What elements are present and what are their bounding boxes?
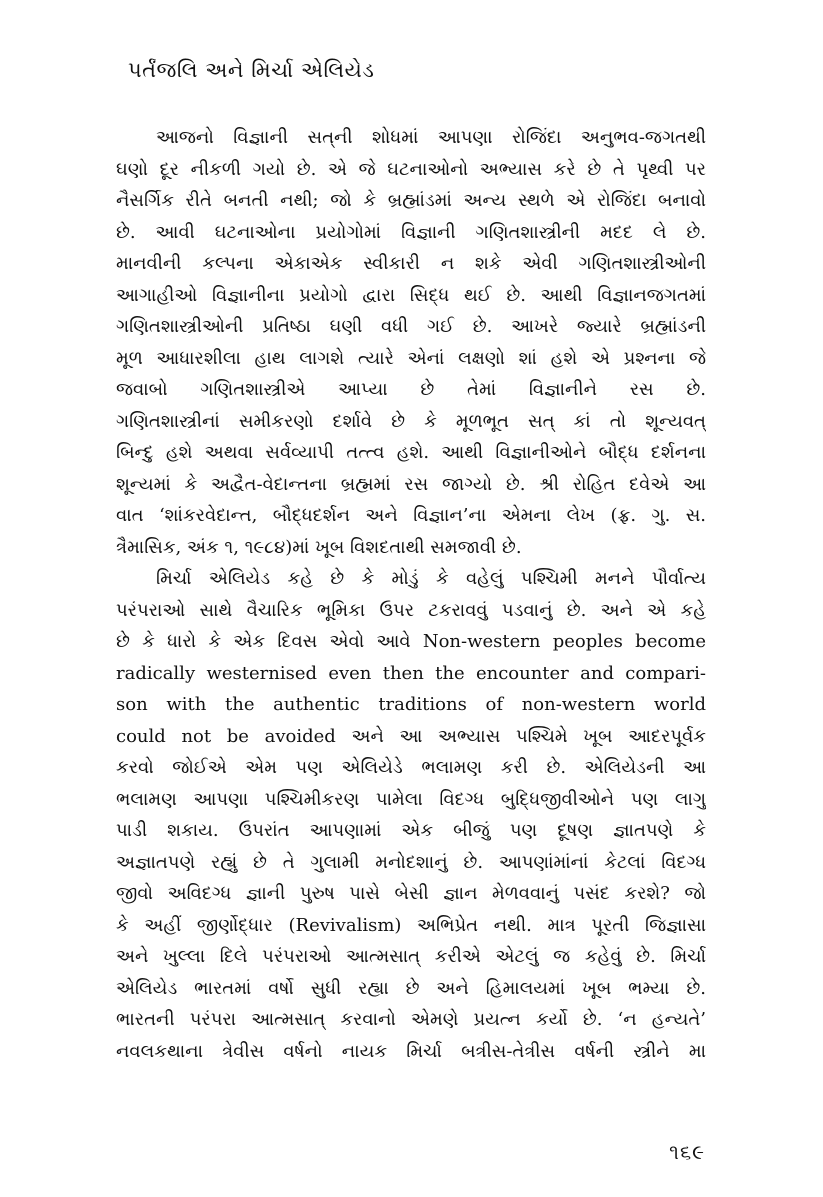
text-line: આગાહીઓ વિજ્ઞાનીના પ્રયોગો દ્વારા સિદ્ધ થઈ છે. આથી વિજ્ઞાનજગતમાં xyxy=(116,284,706,306)
body-text xyxy=(116,122,706,1067)
text-line: આજનો વિજ્ઞાની સત્‌ની શોધમાં આપણા રોજિંદા અનુભવ-જગતથી xyxy=(156,127,706,148)
running-head: પર્તંજલિ અને મિર્ચા એલિયેડ xyxy=(128,58,375,82)
text-line: ગણિતશાસ્ત્રીનાં સમીકરણો દર્શાવે છે કે મૂળભૂત સત્‌ કાં તો શૂન્યવત્‌ xyxy=(116,410,706,432)
text-line: માનવીની કલ્પના એકાએક સ્વીકારી ન શકે એવી ગણિતશાસ્ત્રીઓની xyxy=(116,253,706,274)
text-line: કે અહીં જીર્ણોદ્ધાર (Revivalism) અભિપ્રેત નથી. માત્ર પૂરતી જિજ્ઞાસા xyxy=(116,914,706,936)
text-line: could not be avoided અને આ અભ્યાસ પશ્ચિમે ખૂબ આદરપૂર્વક xyxy=(116,725,706,747)
text-line: ભલામણ આપણા પશ્ચિમીકરણ પામેલા વિદગ્ધ બુદ્ધિજીવીઓને પણ લાગુ xyxy=(116,788,706,810)
text-line: પરંપરાઓ સાથે વૈચારિક ભૂમિકા ઉપર ટકરાવવું પડવાનું છે. અને એ કહે xyxy=(116,599,706,621)
text-line: છે. આવી ઘટનાઓના પ્રયોગોમાં વિજ્ઞાની ગણિતશાસ્ત્રીની મદદ લે છે. xyxy=(116,221,706,243)
text-line: બિન્દુ હશે અથવા સર્વવ્યાપી તત્ત્વ હશે. આથી વિજ્ઞાનીઓને બૌદ્ધ દર્શનના xyxy=(116,442,706,463)
text-line: કરવો જોઈએ એમ પણ એલિયેડે ભલામણ કરી છે. એલિયેડની આ xyxy=(116,757,706,778)
text-line: મૂળ આધારશીલા હાથ લાગશે ત્યારે એનાં લક્ષણો શાં હશે એ પ્રશ્નના જે xyxy=(116,347,706,369)
text-line: એલિયેડ ભારતમાં વર્ષો સુધી રહ્યા છે અને હિમાલયમાં ખૂબ ભમ્યા છે. xyxy=(116,977,706,999)
text-line: radically westernised even then the encounter and compari- xyxy=(116,662,706,684)
text-line: ત્રૈમાસિક, અંક ૧, ૧૯૮૪)માં ખૂબ વિશદતાથી સમજાવી છે. xyxy=(116,536,522,558)
text-line: છે કે ધારો કે એક દિવસ એવો આવે Non-western peoples become xyxy=(116,631,706,652)
text-line: પાડી શકાય. ઉપરાંત આપણામાં એક બીજું પણ દૂષણ જ્ઞાતપણે કે xyxy=(116,820,706,841)
text-line: વાત ‘શાંકરવેદાન્ત, બૌદ્ધદર્શન અને વિજ્ઞાન’ના એમના લેખ (ફ્ર. ગુ. સ. xyxy=(116,505,706,526)
text-line: ઘણો દૂર નીકળી ગયો છે. એ જે ઘટનાઓનો અભ્યાસ કરે છે તે પૃથ્વી પર xyxy=(116,158,706,180)
text-line: મિર્ચા એલિયેડ કહે છે કે મોડું કે વહેલું પશ્ચિમી મનને પૌર્વાત્ય xyxy=(156,568,706,589)
text-line: જીવો અવિદગ્ધ જ્ઞાની પુરુષ પાસે બેસી જ્ઞાન મેળવવાનું પસંદ કરશે? જો xyxy=(116,883,706,904)
text-line: son with the authentic traditions of non-western world xyxy=(116,694,706,715)
text-line: જવાબો ગણિતશાસ્ત્રીએ આપ્યા છે તેમાં વિજ્ઞાનીને રસ છે. xyxy=(116,379,706,400)
paragraph-2 xyxy=(116,563,706,1067)
text-line: નવલકથાના ત્રેવીસ વર્ષનો નાયક મિર્ચા બત્રીસ-તેત્રીસ વર્ષની સ્ત્રીને મા xyxy=(116,1040,706,1062)
text-line: ગણિતશાસ્ત્રીઓની પ્રતિષ્ઠા ઘણી વધી ગઈ છે. આખરે જ્યારે બ્રહ્માંડની xyxy=(116,316,706,337)
text-line: અજ્ઞાતપણે રહ્યું છે તે ગુલામી મનોદશાનું છે. આપણાંમાંનાં કેટલાં વિદગ્ધ xyxy=(116,851,706,873)
paragraph-1 xyxy=(116,122,706,563)
text-line: શૂન્યમાં કે અદ્વૈત-વેદાન્તના બ્રહ્મમાં રસ જાગ્યો છે. શ્રી રોહિત દવેએ આ xyxy=(116,473,706,495)
page-number: ૧૬૯ xyxy=(669,1140,705,1164)
text-line: ભારતની પરંપરા આત્મસાત્‌ કરવાનો એમણે પ્રયત્ન કર્યો છે. ‘ન હન્યતે’ xyxy=(116,1009,706,1030)
text-line: નૈસર્ગિક રીતે બનતી નથી; જો કે બ્રહ્માંડમાં અન્ય સ્થળે એ રોજિંદા બનાવો xyxy=(116,190,706,211)
text-line: અને ખુલ્લા દિલે પરંપરાઓ આત્મસાત્‌ કરીએ એટલું જ કહેવું છે. મિર્ચા xyxy=(116,946,706,967)
